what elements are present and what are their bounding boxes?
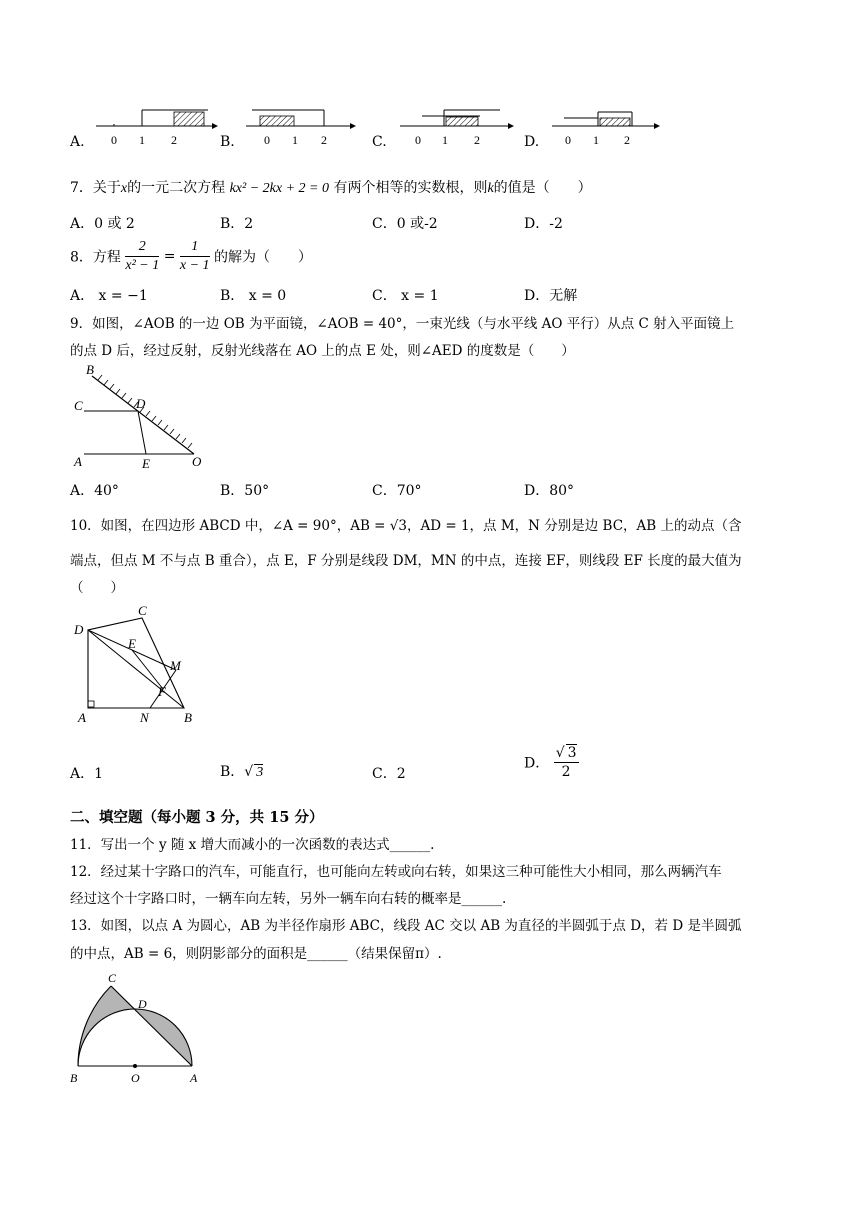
q9-label-e: E [142, 456, 150, 471]
q6-option-d-numberline [548, 104, 668, 148]
q9-label-d: D [136, 396, 146, 411]
q13-label-b: B [70, 1071, 78, 1085]
q13-shaded-left [78, 986, 135, 1066]
q6-option-a-letter[interactable]: A. [70, 134, 85, 150]
q7-option-b[interactable]: B．2 [220, 216, 254, 232]
q9-mirror-line [92, 376, 194, 454]
q13-label-a: A [190, 1071, 198, 1085]
q13-line1: 13．如图，以点 A 为圆心，AB 为半径作扇形 ABC，线段 AC 交以 AB 为直径的半圆弧于点 D，若 D 是半圆弧 [70, 918, 742, 934]
q6-c-tick-2: 2 [474, 133, 480, 147]
q8-lhs-fraction: $\frac{2}{\text{x² − 1}}$ [125, 239, 160, 273]
q13-figure [68, 970, 208, 1092]
q9-option-c[interactable]: C．70° [372, 483, 422, 499]
q6-option-b-numberline [242, 104, 362, 148]
q7-equation: kx² − 2kx + 2 = 0 [229, 181, 329, 196]
q11: 11．写出一个 y 随 x 增大而减小的一次函数的表达式______. [70, 837, 435, 853]
q9-line2: 的点 D 后，经过反射，反射光线落在 AO 上的点 E 处，则∠AED 的度数是（ ） [70, 343, 575, 359]
q7-option-d[interactable]: D．-2 [524, 216, 563, 232]
q10-line2: 端点，但点 M 不与点 B 重合），点 E，F 分别是线段 DM，MN 的中点，连接 EF，则线段 EF 长度的最大值为 [70, 553, 742, 569]
q6-d-tick-0: 0 [565, 133, 571, 147]
q8-option-c[interactable]: C． x = 1 [372, 288, 439, 304]
q10-line3: （ ） [70, 580, 124, 596]
q9-line1: 9．如图，∠AOB 的一边 OB 为平面镜，∠AOB = 40°，一束光线（与水平线 AO 平行）从点 C 射入平面镜上 [70, 316, 735, 332]
q9-ray-de [138, 411, 146, 454]
q10-label-b: B [184, 710, 192, 725]
q13-label-c: C [108, 971, 117, 985]
q12-line1: 12．经过某十字路口的汽车，可能直行，也可能向左转或向右转，如果这三种可能性大小相同，那么两辆汽车 [70, 864, 722, 880]
section2-title: 二、填空题（每小题 3 分，共 15 分） [70, 809, 324, 826]
q8-option-a[interactable]: A． x = −1 [70, 288, 148, 304]
q10-option-c[interactable]: C．2 [372, 766, 406, 782]
q9-figure [70, 360, 220, 472]
q7-stem: 7．关于x的一元二次方程 kx² − 2kx + 2 = 0 有两个相等的实数根，则k的值是（ ） [70, 180, 592, 196]
q12-line2: 经过这个十字路口时，一辆车向左转，另外一辆车向右转的概率是______. [70, 891, 507, 907]
q6-option-c-numberline [396, 104, 520, 148]
q10-line1: 10．如图，在四边形 ABCD 中，∠A = 90°，AB = √3，AD = 1，点 M，N 分别是边 BC，AB 上的动点（含 [70, 518, 742, 534]
q10-option-b[interactable]: B．√ 3 [220, 764, 264, 780]
q6-a-tick-2: 2 [171, 133, 177, 147]
q9-label-a: A [74, 454, 82, 469]
q6-d-tick-2: 2 [624, 133, 630, 147]
q6-c-tick-1: 1 [442, 133, 448, 147]
q10-label-c: C [138, 603, 147, 618]
q8-option-d[interactable]: D．无解 [524, 288, 578, 304]
q6-b-tick-0: 0 [264, 133, 270, 147]
q13-center-o [133, 1064, 137, 1068]
q6-option-b-letter[interactable]: B. [220, 134, 235, 150]
q10-label-e: E [128, 636, 136, 651]
q10-option-a[interactable]: A．1 [70, 766, 104, 782]
q10-option-d[interactable]: D． $\frac{√ 3}{2}$ [524, 745, 577, 780]
q8-option-b[interactable]: B． x = 0 [220, 288, 287, 304]
q10-label-d: D [74, 622, 84, 637]
q10-label-f: F [158, 684, 166, 699]
q10-option-d-fraction: $\frac{√ 3}{2}$ [555, 745, 577, 780]
q6-d-tick-1: 1 [593, 133, 599, 147]
q6-option-d-letter[interactable]: D. [524, 134, 540, 150]
q8-rhs-fraction: $\frac{1}{x - 1}$ [179, 239, 210, 273]
q9-option-a[interactable]: A．40° [70, 483, 119, 499]
q6-a-tick-0: 0 [111, 133, 117, 147]
q10-right-angle-mark [88, 701, 94, 707]
q9-option-d[interactable]: D．80° [524, 483, 575, 499]
q6-b-tick-2: 2 [321, 133, 327, 147]
q9-option-b[interactable]: B．50° [220, 483, 270, 499]
q10-label-m: M [170, 658, 181, 673]
q6-b-tick-1: 1 [292, 133, 298, 147]
q10-label-a: A [78, 710, 86, 725]
q6-option-a-numberline [92, 104, 222, 148]
q8-stem: 8．方程 $\frac{2}{\text{x² − 1}}$ = $\frac{1}{x - 1}$ 的解为（ ） [70, 239, 312, 273]
q7-option-a[interactable]: A．0 或 2 [70, 216, 135, 232]
q7-option-c[interactable]: C．0 或-2 [372, 216, 438, 232]
q6-c-tick-0: 0 [415, 133, 421, 147]
q6-option-c-letter[interactable]: C. [372, 134, 387, 150]
q13-label-d: D [138, 997, 147, 1011]
q13-segment-ac [111, 986, 192, 1066]
q9-label-b: B [86, 362, 94, 377]
q13-line2: 的中点，AB = 6，则阴影部分的面积是______（结果保留π）. [70, 946, 442, 962]
q13-label-o: O [131, 1071, 140, 1085]
q6-a-tick-1: 1 [139, 133, 145, 147]
q9-label-o: O [192, 454, 202, 469]
q9-label-c: C [74, 398, 83, 413]
q10-label-n: N [140, 710, 149, 725]
q10-figure [70, 602, 210, 728]
